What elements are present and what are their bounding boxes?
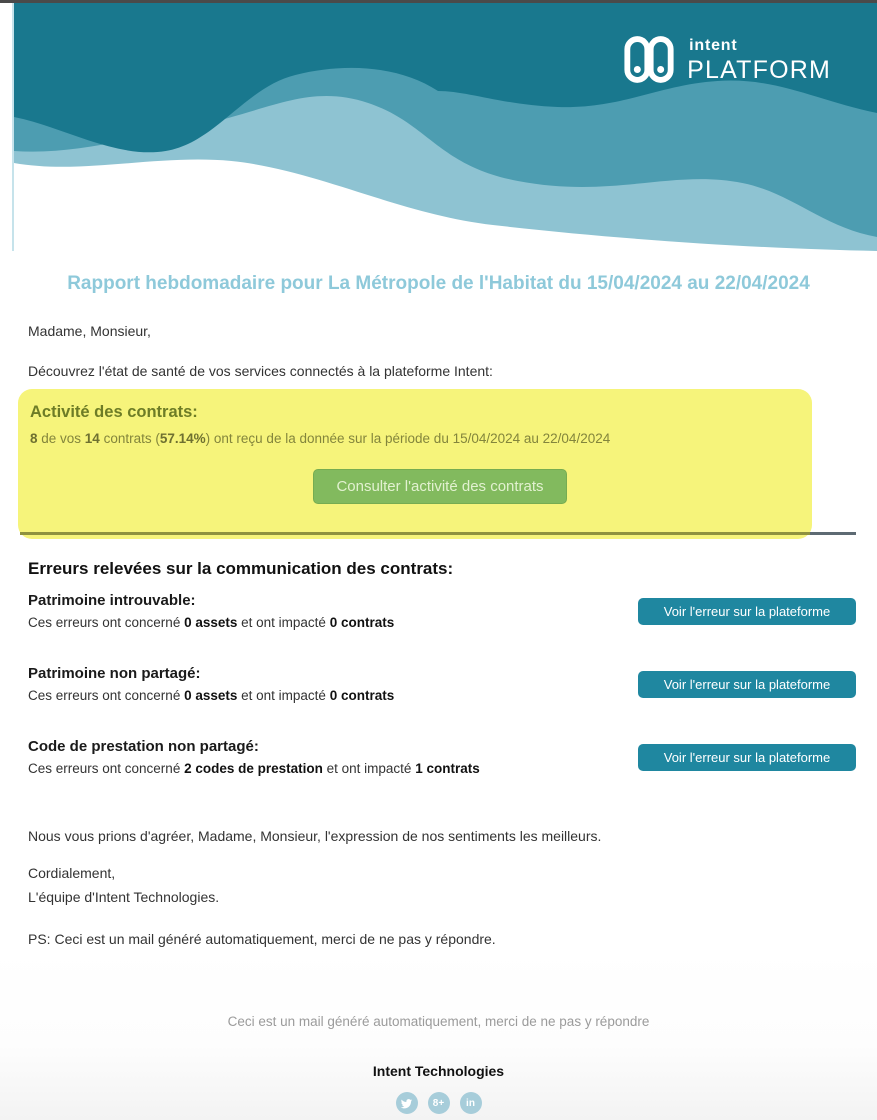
auto-generated-notice: Ceci est un mail généré automatiquement, merci de ne pas y répondre bbox=[227, 1014, 650, 1029]
error-contracts-count: 0 contrats bbox=[329, 688, 395, 703]
view-error-button-2[interactable]: Voir l'erreur sur la plateforme bbox=[638, 671, 856, 698]
stats-text: contrats ( bbox=[99, 431, 160, 446]
company-name: Intent Technologies bbox=[372, 1063, 505, 1079]
error-info bbox=[28, 665, 394, 703]
error-title: Patrimoine introuvable: bbox=[28, 592, 196, 609]
stats-text: ) ont reçu de la donnée sur la période du 15/04/2024 au 22/04/2024 bbox=[205, 431, 611, 446]
error-contracts-count: 1 contrats bbox=[415, 761, 480, 776]
intent-platform-logo bbox=[624, 36, 831, 83]
view-error-button-1[interactable]: Voir l'erreur sur la plateforme bbox=[638, 598, 856, 625]
activity-heading: Activité des contrats: bbox=[30, 403, 198, 421]
error-text-part: Ces erreurs ont concerné bbox=[28, 615, 185, 630]
google-plus-icon[interactable]: 8+ bbox=[428, 1092, 450, 1114]
error-info bbox=[28, 738, 480, 776]
stat-percentage: 57.14% bbox=[159, 431, 206, 446]
linkedin-icon[interactable]: in bbox=[460, 1092, 482, 1114]
email-header bbox=[12, 3, 877, 251]
report-title: Rapport hebdomadaire pour La Métropole de l'Habitat du 15/04/2024 au 22/04/2024 bbox=[67, 273, 810, 294]
error-title: Code de prestation non partagé: bbox=[28, 738, 259, 755]
activity-highlight-section bbox=[18, 389, 812, 539]
view-error-button-3[interactable]: Voir l'erreur sur la plateforme bbox=[638, 744, 856, 771]
error-assets-count: 0 assets bbox=[184, 615, 238, 630]
intro-text: Découvrez l'état de santé de vos services connectés à la plateforme Intent: bbox=[28, 363, 493, 379]
activity-stats-line bbox=[30, 431, 802, 446]
email-body bbox=[0, 323, 877, 947]
error-row-code-prestation bbox=[28, 738, 856, 776]
error-codes-count: 2 codes de prestation bbox=[184, 761, 323, 776]
section-divider bbox=[20, 532, 856, 535]
logo-text-platform: PLATFORM bbox=[687, 56, 831, 84]
error-text-part: Ces erreurs ont concerné bbox=[28, 688, 185, 703]
logo-text-intent: intent bbox=[689, 37, 738, 54]
valediction-text: Nous vous prions d'agréer, Madame, Monsieur, l'expression de nos sentiments les meilleurs. bbox=[28, 828, 602, 844]
error-description bbox=[28, 688, 394, 703]
view-contract-activity-button[interactable]: Consulter l'activité des contrats bbox=[313, 469, 566, 504]
greeting-text: Madame, Monsieur, bbox=[28, 323, 151, 339]
error-row-patrimoine-introuvable bbox=[28, 592, 856, 630]
stat-contracts-received: 8 bbox=[30, 431, 38, 446]
stats-text: de vos bbox=[37, 431, 85, 446]
error-contracts-count: 0 contrats bbox=[329, 615, 395, 630]
activity-button-row bbox=[54, 469, 826, 504]
error-description bbox=[28, 761, 480, 776]
error-info bbox=[28, 592, 394, 630]
logo-wordmark bbox=[687, 36, 831, 83]
error-text-part: et ont impacté bbox=[322, 761, 416, 776]
error-row-patrimoine-non-partage bbox=[28, 665, 856, 703]
social-links-row bbox=[0, 1092, 877, 1114]
stat-contracts-total: 14 bbox=[84, 431, 100, 446]
ps-note: PS: Ceci est un mail généré automatiquement, merci de ne pas y répondre. bbox=[28, 931, 496, 947]
error-description bbox=[28, 615, 394, 630]
error-text-part: et ont impacté bbox=[237, 688, 330, 703]
team-signature: L'équipe d'Intent Technologies. bbox=[28, 889, 220, 905]
twitter-icon[interactable] bbox=[396, 1092, 418, 1114]
intent-logo-icon bbox=[624, 36, 674, 83]
error-title: Patrimoine non partagé: bbox=[28, 665, 201, 682]
error-assets-count: 0 assets bbox=[184, 688, 238, 703]
email-footer bbox=[0, 947, 877, 1120]
errors-section-heading: Erreurs relevées sur la communication des contrats: bbox=[28, 559, 454, 578]
error-text-part: et ont impacté bbox=[237, 615, 330, 630]
regards-text: Cordialement, bbox=[28, 865, 116, 881]
error-text-part: Ces erreurs ont concerné bbox=[28, 761, 185, 776]
